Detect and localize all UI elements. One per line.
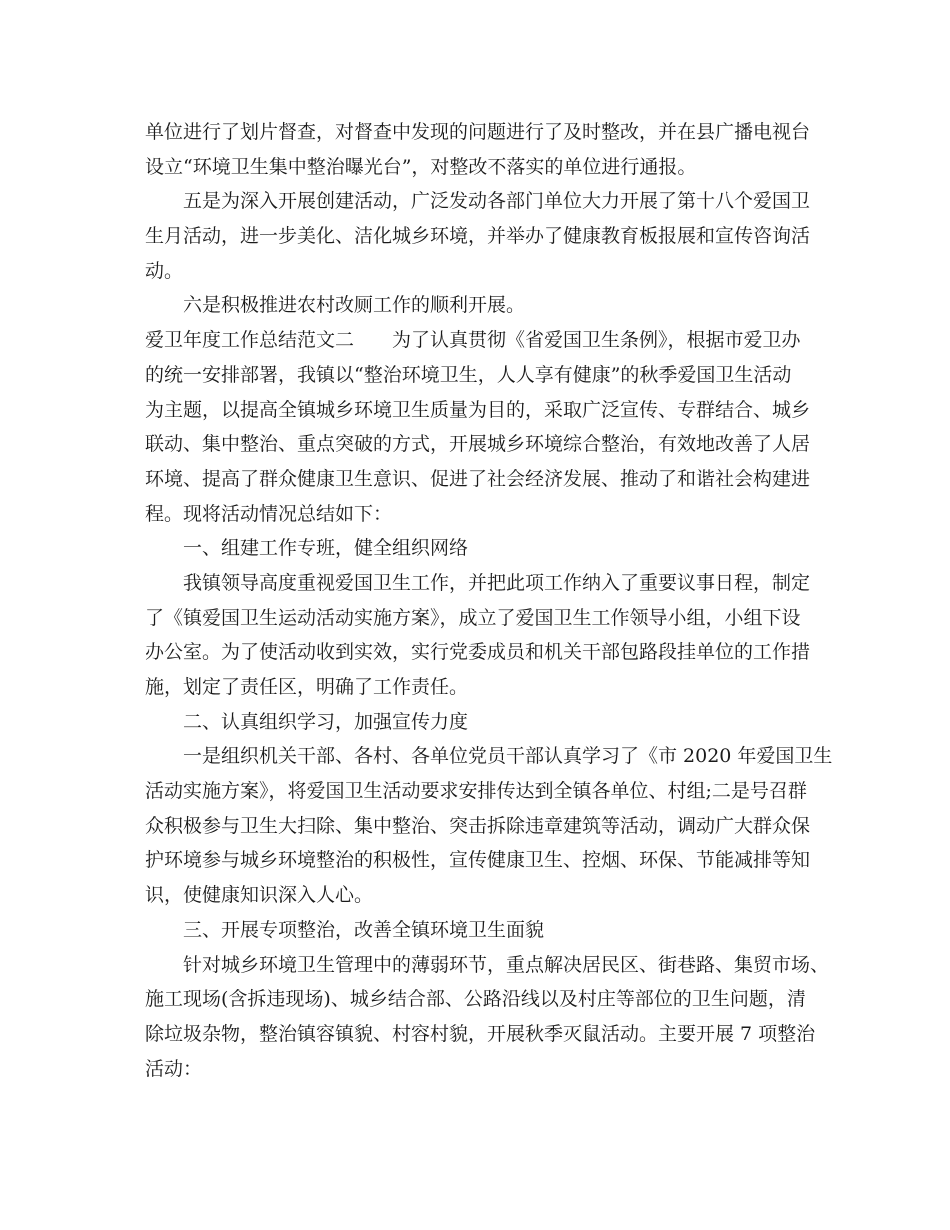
text-line: 除垃圾杂物，整治镇容镇貌、村容村貌，开展秋季灭鼠活动。主要开展 7 项整治 <box>145 1022 816 1045</box>
text-line: 施工现场(含拆违现场)、城乡结合部、公路沿线以及村庄等部位的卫生问题，清 <box>145 988 806 1011</box>
text-line: 设立“环境卫生集中整治曝光台”，对整改不落实的单位进行通报。 <box>145 155 697 178</box>
text-line: 众积极参与卫生大扫除、集中整治、突击拆除违章建筑等活动，调动广大群众保 <box>145 814 811 837</box>
text-line: 护环境参与城乡环境整治的积极性，宣传健康卫生、控烟、环保、节能减排等知 <box>145 849 811 872</box>
text-line: 针对城乡环境卫生管理中的薄弱环节，重点解决居民区、街巷路、集贸市场、 <box>183 953 830 976</box>
text-line: 二、认真组织学习，加强宣传力度 <box>183 710 469 733</box>
text-line: 动。 <box>145 259 184 282</box>
text-line: 爱卫年度工作总结范文二 为了认真贯彻《省爱国卫生条例》，根据市爱卫办 <box>145 329 801 352</box>
text-line: 联动、集中整治、重点突破的方式，开展城乡环境综合整治，有效地改善了人居 <box>145 433 811 456</box>
text-line: 了《镇爱国卫生运动活动实施方案》，成立了爱国卫生工作领导小组，小组下设 <box>145 606 801 629</box>
text-line: 程。现将活动情况总结如下： <box>145 502 393 525</box>
text-line: 一是组织机关干部、各村、各单位党员干部认真学习了《市 2020 年爱国卫生 <box>183 745 833 768</box>
text-line: 一、组建工作专班，健全组织网络 <box>183 537 469 560</box>
text-line: 单位进行了划片督查，对督查中发现的问题进行了及时整改，并在县广播电视台 <box>145 121 811 143</box>
text-line: 五是为深入开展创建活动，广泛发动各部门单位大力开展了第十八个爱国卫 <box>183 190 811 213</box>
text-line: 施，划定了责任区，明确了工作责任。 <box>145 676 469 698</box>
text-line: 六是积极推进农村改厕工作的顺利开展。 <box>183 294 526 317</box>
text-line: 的统一安排部署，我镇以“整治环境卫生，人人享有健康”的秋季爱国卫生活动 <box>145 363 792 386</box>
text-line: 环境、提高了群众健康卫生意识、促进了社会经济发展、推动了和谐社会构建进 <box>145 467 811 490</box>
text-line: 生月活动，进一步美化、洁化城乡环境，并举办了健康教育板报展和宣传咨询活 <box>145 225 811 248</box>
text-line: 我镇领导高度重视爱国卫生工作，并把此项工作纳入了重要议事日程，制定 <box>183 571 811 594</box>
text-line: 办公室。为了使活动收到实效，实行党委成员和机关干部包路段挂单位的工作措 <box>145 641 811 664</box>
text-line: 识，使健康知识深入人心。 <box>145 884 374 907</box>
text-line: 三、开展专项整治，改善全镇环境卫生面貌 <box>183 918 545 941</box>
text-line: 为主题，以提高全镇城乡环境卫生质量为目的，采取广泛宣传、专群结合、城乡 <box>145 398 811 421</box>
text-line: 活动： <box>145 1057 203 1080</box>
document-body <box>145 115 833 1086</box>
text-line: 活动实施方案》，将爱国卫生活动要求安排传达到全镇各单位、村组;二是号召群 <box>145 780 807 803</box>
